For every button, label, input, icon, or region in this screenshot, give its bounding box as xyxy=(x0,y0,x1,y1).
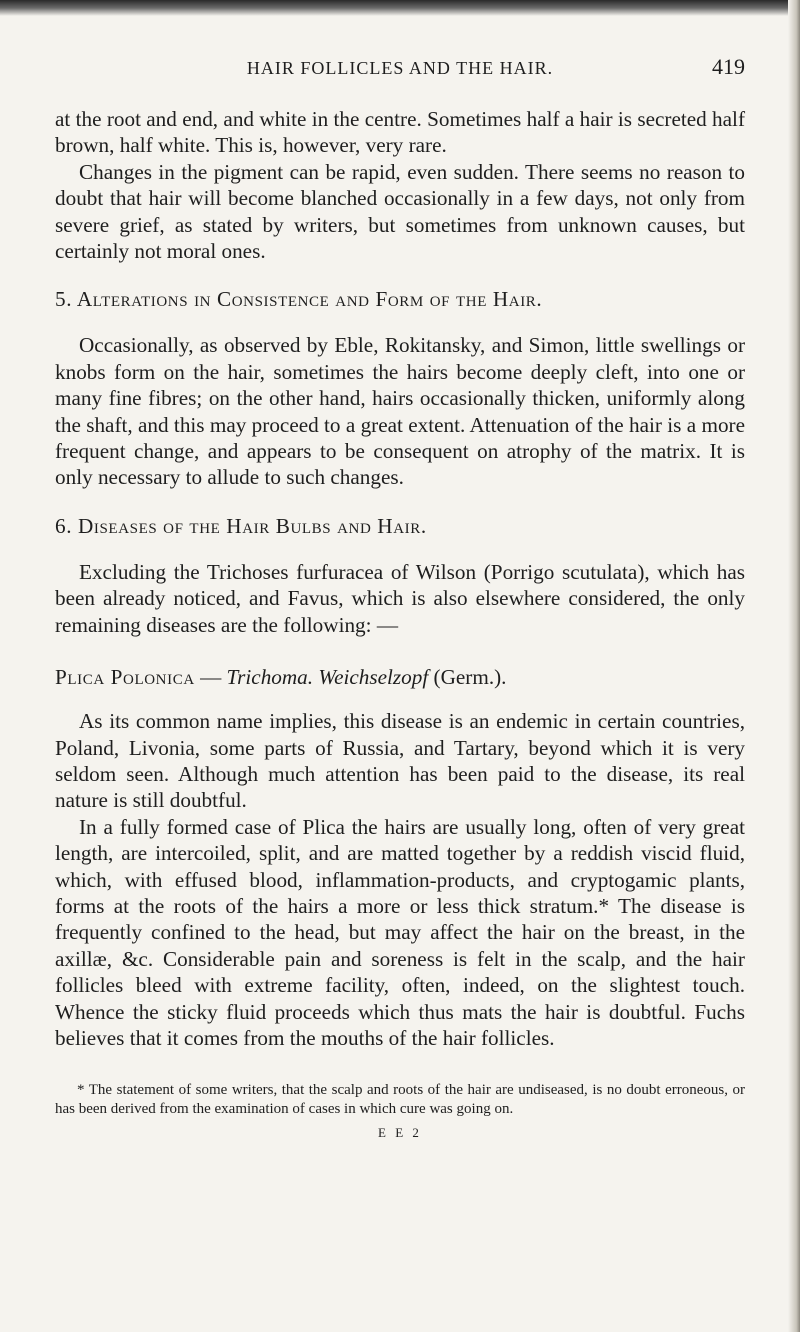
body-text xyxy=(55,106,745,1141)
section-6-heading: 6. Diseases of the Hair Bulbs and Hair. xyxy=(55,513,427,538)
paragraph-pigment-changes: Changes in the pigment can be rapid, even sudden. There seems no reason to doubt that hair will become blanched occasionally in a few days, not only from severe grief, as stated by writers, but sometimes from unknown causes, but certainly not moral ones. xyxy=(55,159,745,264)
page-right-edge-shadow xyxy=(788,0,800,1332)
plica-dash: — xyxy=(194,665,227,690)
section-5-paragraph: Occasionally, as observed by Eble, Rokitansky, and Simon, little swellings or knobs form on the hair, sometimes the hairs become deeply cleft, into one or many fine fibres; on the other hand, hairs occasionally thicken, uniformly along the shaft, and this may proceed to a great extent. Attenuation of the hair is a more frequent change, and appears to be consequent on atrophy of the matrix. It is only necessary to allude to such changes. xyxy=(55,333,745,490)
running-title: HAIR FOLLICLES AND THE HAIR. xyxy=(246,58,554,78)
plica-name: Plica Polonica xyxy=(55,665,195,690)
plica-lang: (Germ.). xyxy=(433,665,507,690)
plica-latin: Trichoma. xyxy=(226,665,314,690)
section-5-heading: 5. Alterations in Consistence and Form of the Hair. xyxy=(55,287,543,312)
paragraph-continued: at the root and end, and white in the centre. Sometimes half a hair is secreted half brown, half white. This is, however, very rare. xyxy=(55,107,745,158)
plica-paragraph-1: As its common name implies, this disease is an endemic in certain countries, Poland, Livonia, some parts of Russia, and Tartary, beyond which it is very seldom seen. Although much attention has been paid to the disease, its real nature is still doubtful. xyxy=(55,709,745,813)
plica-paragraph-2: In a fully formed case of Plica the hairs are usually long, often of very great length, are intercoiled, split, and are matted together by a reddish viscid fluid, which, with effused blood, inflammation-products, and cryptogamic plants, forms at the roots of the hairs a more or less thick stratum.* The disease is frequently confined to the head, but may affect the hair on the breast, in the axillæ, &c. Considerable pain and soreness is felt in the scalp, and the hair follicles bleed with extreme facility, often, indeed, on the slightest touch. Whence the sticky fluid proceeds which thus mats the hair is doubtful. Fuchs believes that it comes from the mouths of the hair follicles. xyxy=(55,814,745,1050)
page-number: 419 xyxy=(712,54,745,79)
plica-german: Weichselzopf xyxy=(318,665,429,690)
book-page xyxy=(55,50,745,1141)
section-6-paragraph: Excluding the Trichoses furfuracea of Wilson (Porrigo scutulata), which has been already noticed, and Favus, which is also elsewhere considered, the only remaining diseases are the following: — xyxy=(55,559,745,637)
page-top-edge-shadow xyxy=(0,0,800,16)
footnote: * The statement of some writers, that the scalp and roots of the hair are undiseased, is no doubt erroneous, or has been derived from the examination of cases in which cure was going on. xyxy=(55,1082,745,1118)
signature-mark: E E 2 xyxy=(378,1125,422,1141)
running-head xyxy=(55,50,745,84)
plica-subheading xyxy=(55,664,745,690)
